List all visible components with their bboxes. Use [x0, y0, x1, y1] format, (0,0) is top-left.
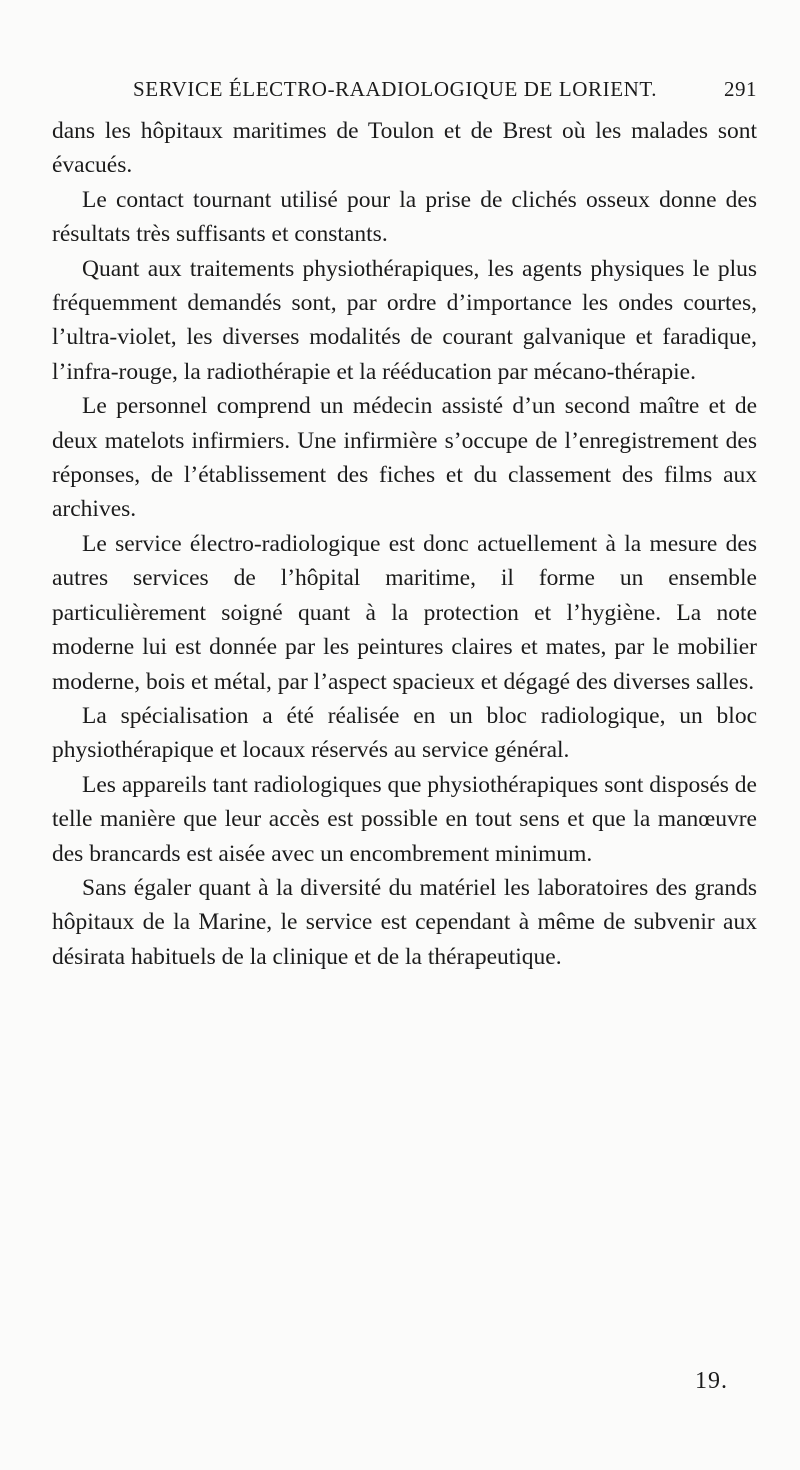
body-text	[52, 114, 757, 974]
page-number: 291	[724, 77, 757, 101]
paragraph-contact-tournant: Le contact tournant utilisé pour la prise de clichés osseux donne des résultats très suffisants et constants.	[52, 186, 757, 248]
running-head	[133, 74, 773, 104]
paragraph-conclusion: Sans égaler quant à la diversité du matériel les laboratoires des grands hôpitaux de la Marine, le service est cependant à même de subvenir aux désirata habituels de la clinique et de la thérapeutique.	[52, 874, 757, 970]
paragraph-traitements: Quant aux traitements physiothérapiques, les agents physiques le plus fréquemment demandés sont, par ordre d’importance les ondes courtes, l’ultra-violet, les diverses modalités de courant galvanique et faradique, l’infra-rouge, la radiothérapie et la rééducation par mécano-thérapie.	[52, 255, 757, 385]
running-title: SERVICE ÉLECTRO-RAADIOLOGIQUE DE LORIENT.	[133, 77, 658, 101]
paragraph-appareils: Les appareils tant radiologiques que physiothérapiques sont disposés de telle manière que leur accès est possible en tout sens et que la manœuvre des brancards est aisée avec un encombrement minimum.	[52, 771, 757, 867]
paragraph-continuation: dans les hôpitaux maritimes de Toulon et de Brest où les malades sont évacués.	[52, 118, 757, 179]
paragraph-specialisation: La spécialisation a été réalisée en un bloc radiologique, un bloc physiothérapique et locaux réservés au service général.	[52, 702, 757, 764]
signature-mark: 19.	[695, 1368, 728, 1394]
paragraph-personnel: Le personnel comprend un médecin assisté d’un second maître et de deux matelots infirmiers. Une infirmière s’occupe de l’enregistrement des réponses, de l’établissement des fiches et du classement des films aux archives.	[52, 393, 757, 523]
paragraph-service: Le service électro-radiologique est donc actuellement à la mesure des autres services de l’hôpital maritime, il forme un ensemble particulièrement soigné quant à la protection et l’hygiène. La note moderne lui est donnée par les peintures claires et mates, par le mobilier moderne, bois et métal, par l’aspect spacieux et dégagé des diverses salles.	[52, 530, 757, 695]
